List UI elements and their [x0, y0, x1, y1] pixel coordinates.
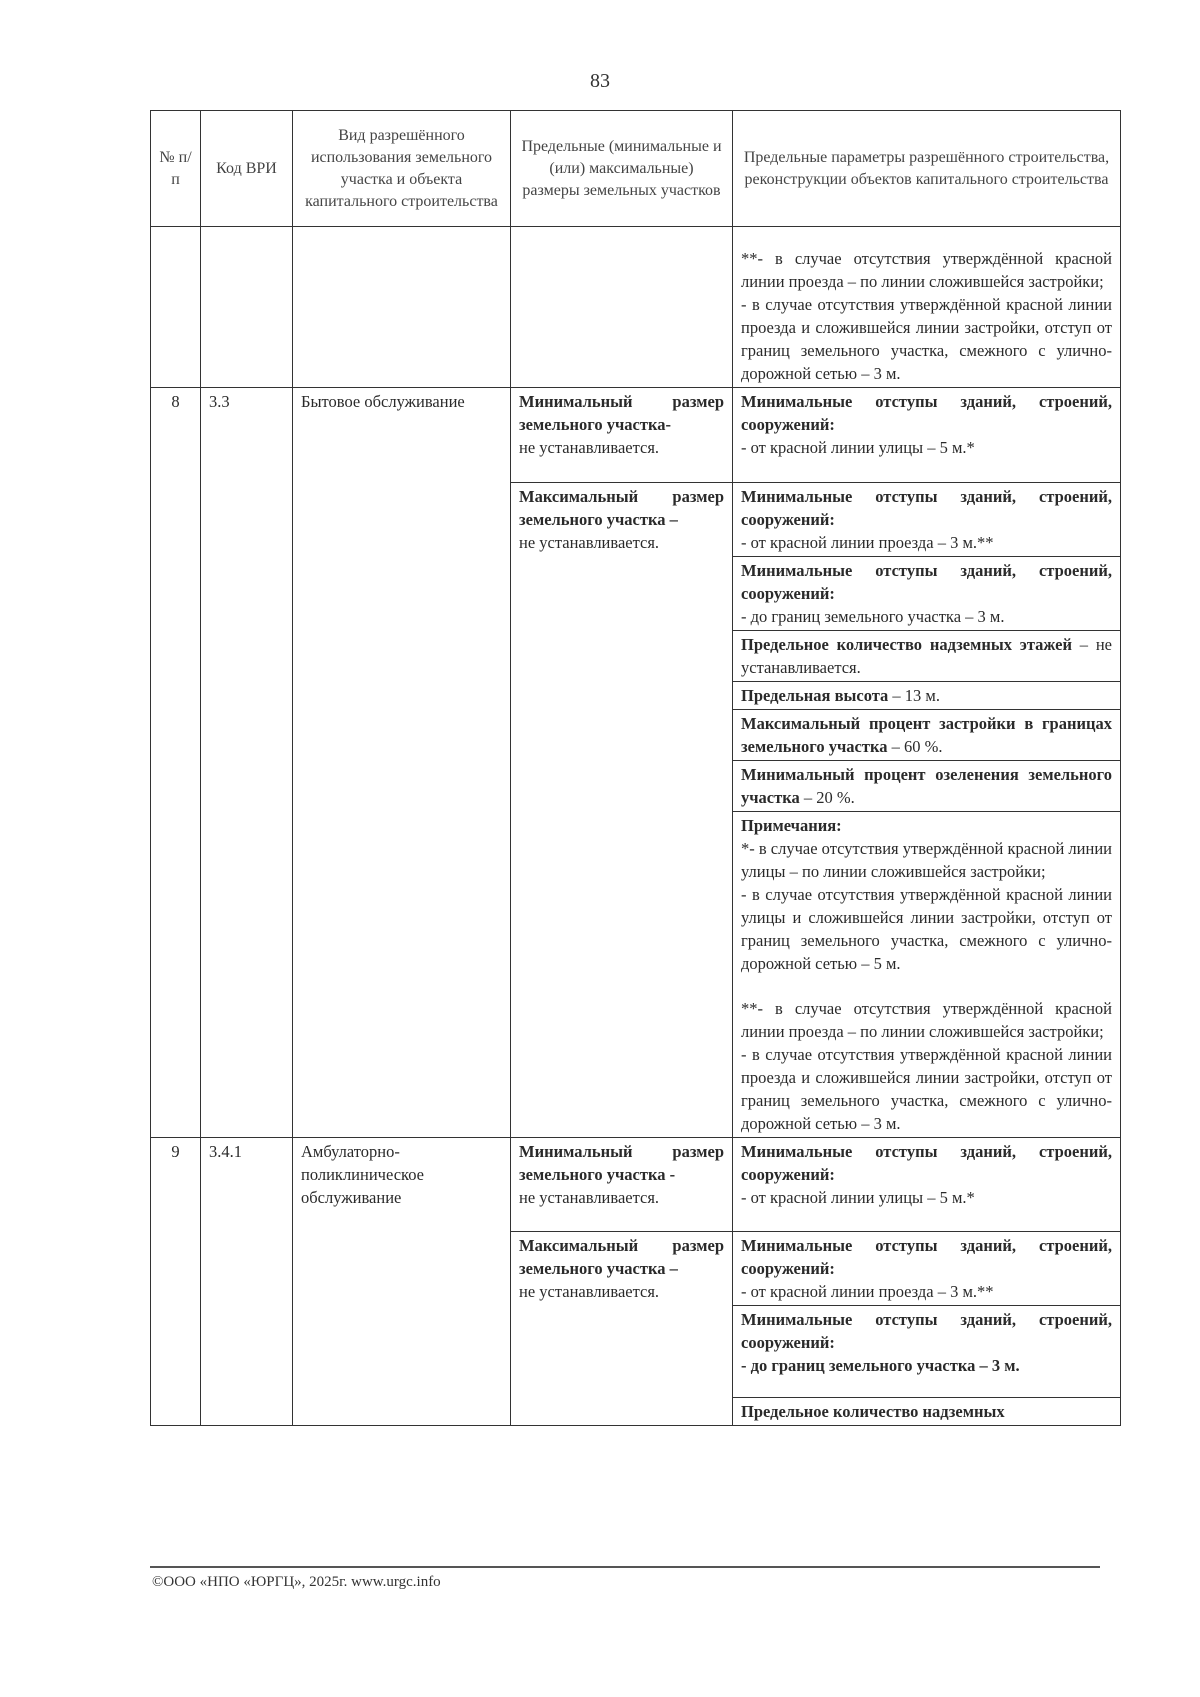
param-cell: Минимальные отступы зданий, строений, сооружений: - от красной линии проезда – 3 м.**	[733, 483, 1121, 557]
row-code: 3.3	[201, 388, 293, 1138]
max-size-value: не устанавливается.	[519, 533, 660, 552]
table-row-continuation	[151, 227, 1121, 388]
header-size: Предельные (минимальные и (или) максимальные) размеры земельных участков	[511, 111, 733, 227]
row-type: Амбулаторно-поликлиническое обслуживание	[293, 1138, 511, 1426]
note-text: *- в случае отсутствия утверждённой красной линии улицы – по линии сложившейся застройки;	[741, 839, 1112, 881]
param-cell: Максимальный процент застройки в границах земельного участка – 60 %.	[733, 710, 1121, 761]
header-type: Вид разрешённого использования земельного участка и объекта капитального строительства	[293, 111, 511, 227]
min-size-value: не устанавливается.	[519, 1188, 660, 1207]
note-text: - в случае отсутствия утверждённой красной линии проезда и сложившейся линии застройки, отступ от границ земельного участка, смежного с улично-дорожной сетью – 3 м.	[741, 295, 1112, 383]
row-type: Бытовое обслуживание	[293, 388, 511, 1138]
table-row-9	[151, 1138, 1121, 1232]
footer-divider	[150, 1566, 1100, 1568]
row-number: 8	[151, 388, 201, 1138]
note-text: **- в случае отсутствия утверждённой красной линии проезда – по линии сложившейся застройки;	[741, 999, 1112, 1041]
note-text: **- в случае отсутствия утверждённой красной линии проезда – по линии сложившейся застройки;	[741, 249, 1112, 291]
max-size-value: не устанавливается.	[519, 1282, 660, 1301]
max-size-cell	[511, 483, 733, 1138]
param-cell: Минимальные отступы зданий, строений, сооружений: - от красной линии улицы – 5 м.*	[733, 388, 1121, 483]
row-number: 9	[151, 1138, 201, 1426]
max-size-title: Максимальный размер земельного участка –	[519, 1236, 724, 1278]
continuation-notes	[733, 227, 1121, 388]
param-cell: Минимальный процент озеленения земельного участка – 20 %.	[733, 761, 1121, 812]
max-size-title: Максимальный размер земельного участка –	[519, 487, 724, 529]
min-size-title: Минимальный размер земельного участка-	[519, 392, 724, 434]
min-size-cell	[511, 388, 733, 483]
table-row-8	[151, 388, 1121, 483]
param-cell: Минимальные отступы зданий, строений, сооружений: - до границ земельного участка – 3 м.	[733, 1306, 1121, 1398]
min-size-cell	[511, 1138, 733, 1232]
header-params: Предельные параметры разрешённого строительства, реконструкции объектов капитального строительства	[733, 111, 1121, 227]
table-header-row	[151, 111, 1121, 227]
notes-cell	[733, 812, 1121, 1138]
regulations-table	[150, 110, 1121, 1426]
header-code: Код ВРИ	[201, 111, 293, 227]
max-size-cell	[511, 1232, 733, 1426]
param-cell: Минимальные отступы зданий, строений, сооружений: - до границ земельного участка – 3 м.	[733, 557, 1121, 631]
note-text: - в случае отсутствия утверждённой красной линии улицы и сложившейся линии застройки, отступ от границ земельного участка, смежного с улично-дорожной сетью – 5 м.	[741, 885, 1112, 973]
notes-title: Примечания:	[741, 816, 842, 835]
footer-copyright: ©ООО «НПО «ЮРГЦ», 2025г. www.urgc.info	[152, 1574, 441, 1590]
header-num: № п/п	[151, 111, 201, 227]
page-number: 83	[590, 70, 610, 92]
param-cell: Предельная высота – 13 м.	[733, 682, 1121, 710]
param-cell: Предельное количество надземных этажей – не устанавливается.	[733, 631, 1121, 682]
note-text: - в случае отсутствия утверждённой красной линии проезда и сложившейся линии застройки, отступ от границ земельного участка, смежного с улично-дорожной сетью – 3 м.	[741, 1045, 1112, 1133]
min-size-value: не устанавливается.	[519, 438, 660, 457]
param-cell: Минимальные отступы зданий, строений, сооружений: - от красной линии проезда – 3 м.**	[733, 1232, 1121, 1306]
row-code: 3.4.1	[201, 1138, 293, 1426]
param-cell: Предельное количество надземных	[733, 1398, 1121, 1426]
min-size-title: Минимальный размер земельного участка -	[519, 1142, 724, 1184]
param-cell: Минимальные отступы зданий, строений, сооружений: - от красной линии улицы – 5 м.*	[733, 1138, 1121, 1232]
